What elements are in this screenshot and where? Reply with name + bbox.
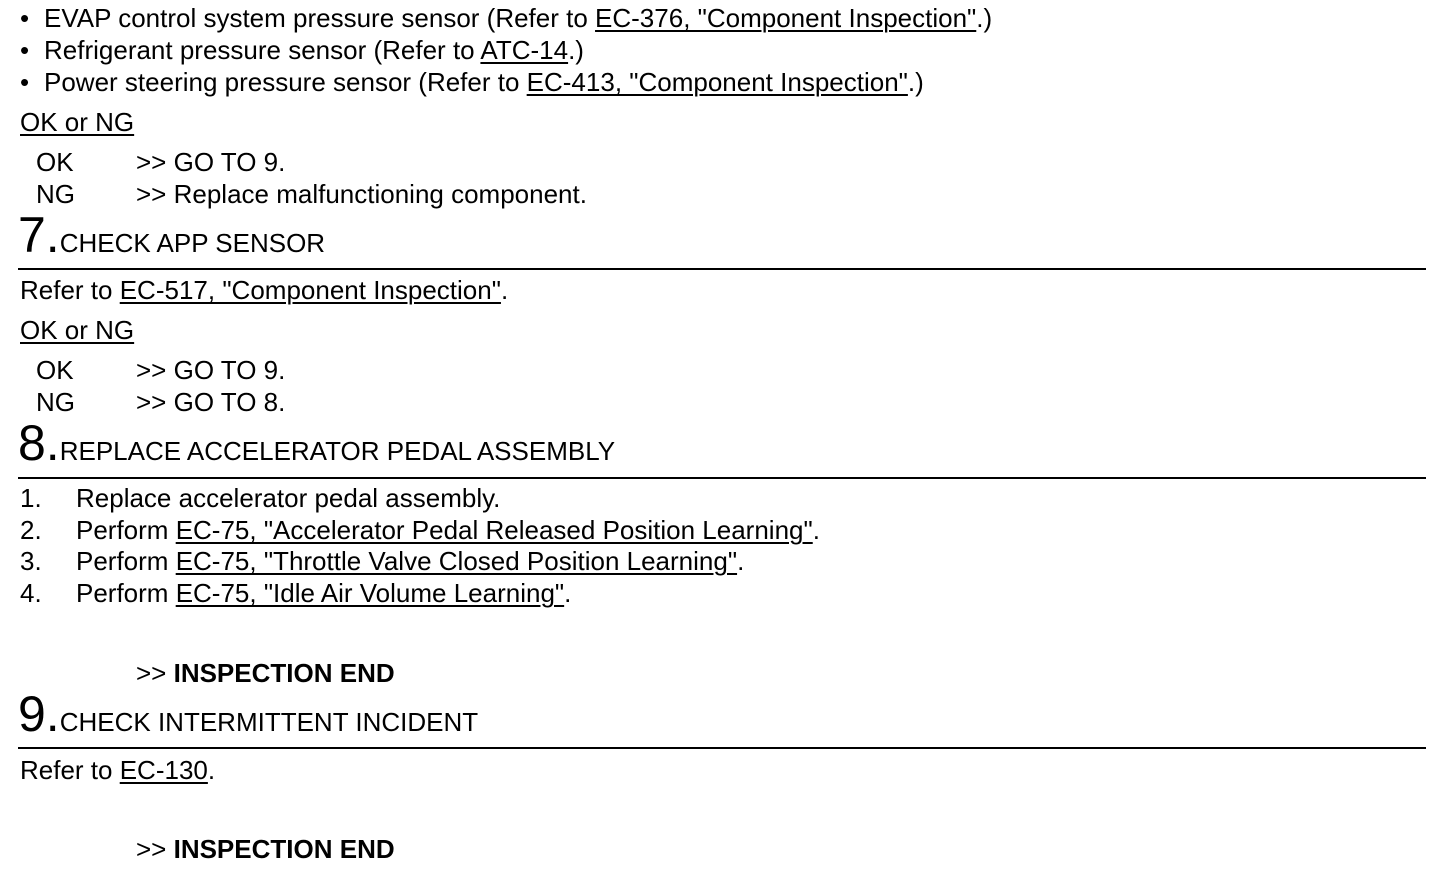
item-number: 1. [20, 483, 42, 513]
bullet-text: EVAP control system pressure sensor (Refer to [44, 3, 596, 33]
bullet-glyph: • [20, 3, 30, 33]
item-text: Perform [76, 546, 176, 576]
result-action: >> Replace malfunctioning component. [136, 179, 587, 209]
link-ec-75-idle-air[interactable]: EC-75, "Idle Air Volume Learning" [175, 578, 565, 608]
step-9-heading [18, 686, 479, 742]
inspection-end [136, 657, 395, 689]
list-item [20, 2, 992, 34]
bullet-suffix: .) [568, 35, 584, 65]
step-divider [18, 747, 1426, 749]
result-action: >> GO TO 8. [136, 387, 286, 417]
refer-suffix: . [500, 275, 509, 305]
link-ec-75-throttle[interactable]: EC-75, "Throttle Valve Closed Position Learning" [175, 546, 738, 576]
step-divider [18, 477, 1426, 479]
step-7-heading [18, 207, 326, 263]
item-text: Replace accelerator pedal assembly. [76, 483, 501, 513]
end-text: INSPECTION END [173, 834, 395, 864]
list-item [20, 34, 584, 66]
inspection-end [136, 833, 395, 865]
step-title: CHECK APP SENSOR [59, 228, 326, 258]
bullet-suffix: .) [976, 3, 993, 33]
end-arrow: >> [136, 658, 174, 688]
step-title: REPLACE ACCELERATOR PEDAL ASSEMBLY [59, 436, 616, 466]
link-ec-376[interactable]: EC-376, "Component Inspection" [595, 3, 977, 33]
ok-or-ng-label[interactable]: OK or NG [20, 315, 135, 345]
link-ec-517[interactable]: EC-517, "Component Inspection" [119, 275, 501, 305]
item-suffix: . [737, 546, 745, 576]
result-code: OK [36, 147, 74, 177]
step-8-heading [18, 415, 616, 471]
link-atc-14[interactable]: ATC-14 [480, 35, 569, 65]
result-code: OK [36, 355, 74, 385]
item-suffix: . [812, 515, 820, 545]
item-suffix: . [564, 578, 572, 608]
result-code: NG [36, 387, 75, 417]
step-number: 7. [18, 207, 60, 263]
bullet-glyph: • [20, 67, 30, 97]
link-ec-130[interactable]: EC-130 [119, 755, 208, 785]
step-number: 8. [18, 415, 60, 471]
numbered-item [20, 514, 820, 546]
bullet-suffix: .) [907, 67, 924, 97]
numbered-item [20, 577, 571, 609]
item-number: 3. [20, 546, 42, 576]
end-text: INSPECTION END [173, 658, 395, 688]
refer-prefix: Refer to [20, 755, 120, 785]
item-number: 4. [20, 578, 42, 608]
result-action: >> GO TO 9. [136, 355, 286, 385]
item-text: Perform [76, 515, 176, 545]
bullet-glyph: • [20, 35, 30, 65]
bullet-text: Power steering pressure sensor (Refer to [44, 67, 527, 97]
refer-line [20, 754, 215, 786]
list-item [20, 66, 924, 98]
end-arrow: >> [136, 834, 174, 864]
step-title: CHECK INTERMITTENT INCIDENT [59, 707, 479, 737]
refer-suffix: . [207, 755, 216, 785]
result-code: NG [36, 179, 75, 209]
refer-prefix: Refer to [20, 275, 120, 305]
result-action: >> GO TO 9. [136, 147, 286, 177]
link-ec-413[interactable]: EC-413, "Component Inspection" [526, 67, 908, 97]
step-divider [18, 268, 1426, 270]
link-ec-75-accelerator[interactable]: EC-75, "Accelerator Pedal Released Position Learning" [175, 515, 813, 545]
item-text: Perform [76, 578, 176, 608]
numbered-item [20, 482, 500, 514]
item-number: 2. [20, 515, 42, 545]
ok-or-ng-label[interactable]: OK or NG [20, 107, 135, 137]
step-number: 9. [18, 686, 60, 742]
bullet-text: Refrigerant pressure sensor (Refer to [44, 35, 481, 65]
refer-line [20, 274, 508, 306]
numbered-item [20, 545, 744, 577]
